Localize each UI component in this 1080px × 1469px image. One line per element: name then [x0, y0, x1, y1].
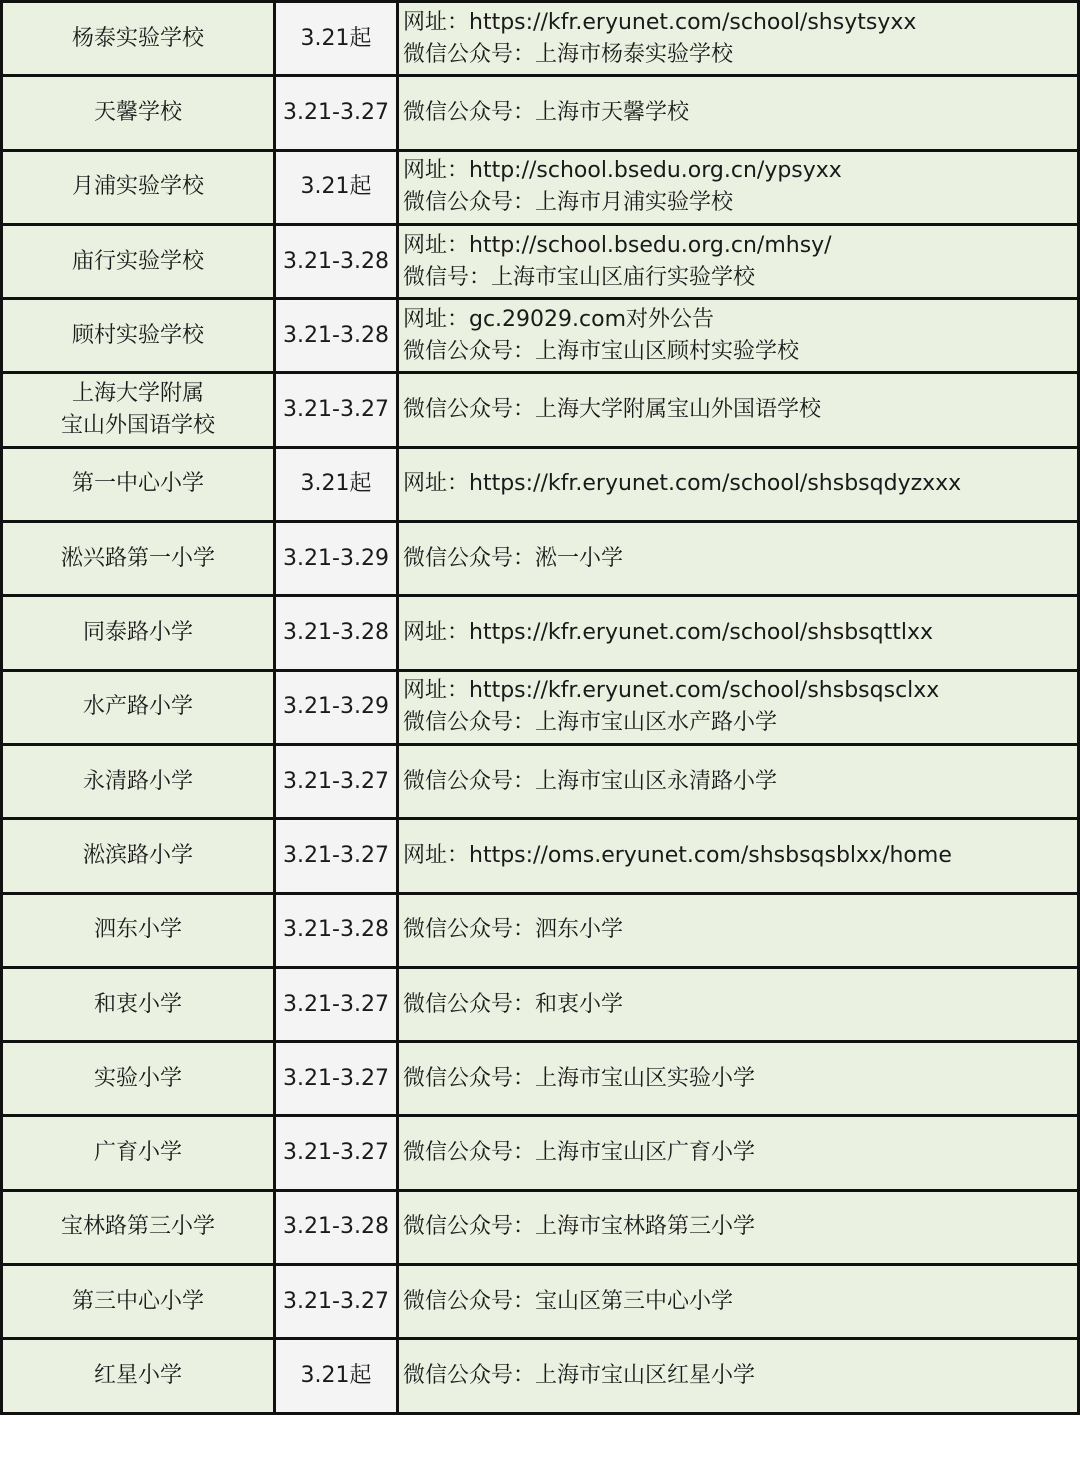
- contact-info-cell: [398, 522, 1079, 596]
- contact-info-cell: [398, 224, 1079, 298]
- table-row: [2, 893, 1079, 967]
- school-name-cell-line: 庙行实验学校: [71, 248, 204, 274]
- school-name-cell: [2, 1190, 275, 1264]
- school-name-cell-line: 实验小学: [93, 1065, 182, 1091]
- school-name-cell: [2, 1339, 275, 1413]
- contact-info-cell-line: 网址：http://school.bsedu.org.cn/ypsyxx: [403, 158, 842, 184]
- date-range-cell: 3.21-3.27: [275, 819, 398, 893]
- school-name-cell: [2, 967, 275, 1041]
- contact-info-cell-line: 网址：https://oms.eryunet.com/shsbsqsblxx/home: [403, 842, 952, 868]
- table-row: [2, 1116, 1079, 1190]
- date-range-cell: 3.21-3.28: [275, 299, 398, 373]
- table-row: [2, 447, 1079, 521]
- date-range-cell: 3.21起: [275, 150, 398, 224]
- school-name-cell-line: 同泰路小学: [82, 620, 193, 646]
- date-range-cell: 3.21-3.27: [275, 744, 398, 818]
- school-name-cell: [2, 1042, 275, 1116]
- school-name-cell: [2, 447, 275, 521]
- school-name-cell: [2, 299, 275, 373]
- school-name-cell: [2, 224, 275, 298]
- contact-info-cell-line: 网址：http://school.bsedu.org.cn/mhsy/: [403, 232, 832, 258]
- contact-info-cell-line: 微信公众号：泗东小学: [403, 917, 624, 943]
- contact-info-cell-line: 微信公众号：上海市月浦实验学校: [403, 190, 734, 216]
- school-name-cell-line: 水产路小学: [82, 694, 193, 720]
- date-range-cell: 3.21-3.29: [275, 522, 398, 596]
- table-row: [2, 1042, 1079, 1116]
- contact-info-cell: [398, 373, 1079, 447]
- contact-info-cell: [398, 967, 1079, 1041]
- contact-info-cell: [398, 447, 1079, 521]
- contact-info-cell-line: 网址：https://kfr.eryunet.com/school/shsbsqttlxx: [403, 620, 934, 646]
- table-row: [2, 224, 1079, 298]
- table-row: [2, 522, 1079, 596]
- contact-info-cell: [398, 1265, 1079, 1339]
- contact-info-cell-line: 微信公众号：上海市天馨学校: [403, 99, 690, 125]
- contact-info-cell-line: 微信公众号：上海市宝山区实验小学: [403, 1065, 756, 1091]
- contact-info-cell: [398, 1339, 1079, 1413]
- table-row: [2, 596, 1079, 670]
- date-range-cell: 3.21-3.27: [275, 373, 398, 447]
- contact-info-cell-line: 网址：https://kfr.eryunet.com/school/shsbsqdyzxxx: [403, 471, 962, 497]
- school-name-cell: [2, 1265, 275, 1339]
- school-name-cell-line: 永清路小学: [82, 768, 193, 794]
- date-range-cell: 3.21-3.27: [275, 1116, 398, 1190]
- contact-info-cell: [398, 670, 1079, 744]
- school-name-cell-line: 杨泰实验学校: [71, 25, 204, 51]
- contact-info-cell: [398, 76, 1079, 150]
- table-row: [2, 1265, 1079, 1339]
- contact-info-cell-line: 微信公众号：淞一小学: [403, 545, 624, 571]
- school-name-cell: [2, 373, 275, 447]
- table-row: [2, 2, 1079, 76]
- table-row: [2, 819, 1079, 893]
- school-name-cell-line: 月浦实验学校: [71, 174, 204, 200]
- date-range-cell: 3.21-3.28: [275, 893, 398, 967]
- contact-info-cell-line: 网址：https://kfr.eryunet.com/school/shsytsyxx: [403, 9, 917, 35]
- school-name-cell: [2, 744, 275, 818]
- school-name-cell-line: 第三中心小学: [71, 1288, 204, 1314]
- contact-info-cell-line: 微信号：上海市宝山区庙行实验学校: [403, 264, 756, 290]
- date-range-cell: 3.21-3.27: [275, 1265, 398, 1339]
- date-range-cell: 3.21-3.28: [275, 596, 398, 670]
- date-range-cell: 3.21起: [275, 2, 398, 76]
- table-row: [2, 744, 1079, 818]
- contact-info-cell: [398, 150, 1079, 224]
- school-name-cell-line: 宝林路第三小学: [60, 1214, 215, 1240]
- date-range-cell: 3.21-3.28: [275, 224, 398, 298]
- school-name-cell: [2, 819, 275, 893]
- contact-info-cell: [398, 819, 1079, 893]
- school-name-cell-line: 淞滨路小学: [82, 842, 193, 868]
- contact-info-cell-line: 微信公众号：宝山区第三中心小学: [403, 1288, 734, 1314]
- table-row: [2, 373, 1079, 447]
- contact-info-cell-line: 微信公众号：上海大学附属宝山外国语学校: [403, 397, 822, 423]
- contact-info-cell-line: 微信公众号：上海市杨泰实验学校: [403, 41, 734, 67]
- table-row: [2, 76, 1079, 150]
- school-name-cell: [2, 522, 275, 596]
- school-name-cell-line: 天馨学校: [93, 99, 182, 125]
- school-name-cell-line: 泗东小学: [93, 917, 182, 943]
- table-row: [2, 150, 1079, 224]
- school-name-cell: [2, 76, 275, 150]
- date-range-cell: 3.21-3.28: [275, 1190, 398, 1264]
- contact-info-cell-line: 微信公众号：上海市宝林路第三小学: [403, 1214, 756, 1240]
- school-name-cell: [2, 2, 275, 76]
- contact-info-cell: [398, 1042, 1079, 1116]
- school-name-cell-line: 第一中心小学: [71, 471, 204, 497]
- date-range-cell: 3.21-3.27: [275, 1042, 398, 1116]
- school-name-cell-line: 顾村实验学校: [71, 322, 204, 348]
- contact-info-cell-line: 微信公众号：上海市宝山区永清路小学: [403, 768, 778, 794]
- contact-info-cell: [398, 1116, 1079, 1190]
- date-range-cell: 3.21起: [275, 1339, 398, 1413]
- school-name-cell-line: 广育小学: [93, 1140, 182, 1166]
- table-row: [2, 670, 1079, 744]
- contact-info-cell: [398, 299, 1079, 373]
- contact-info-cell-line: 微信公众号：上海市宝山区水产路小学: [403, 710, 778, 736]
- school-name-cell: [2, 150, 275, 224]
- contact-info-cell: [398, 744, 1079, 818]
- contact-info-cell-line: 网址：gc.29029.com对外公告: [403, 306, 715, 332]
- school-name-cell: [2, 893, 275, 967]
- table-row: [2, 967, 1079, 1041]
- contact-info-cell: [398, 1190, 1079, 1264]
- school-name-cell-line: 和衷小学: [93, 991, 182, 1017]
- school-name-cell-line: 宝山外国语学校: [60, 413, 215, 439]
- table-body: [2, 2, 1079, 1414]
- date-range-cell: 3.21-3.27: [275, 967, 398, 1041]
- contact-info-cell-line: 微信公众号：和衷小学: [403, 991, 624, 1017]
- contact-info-cell-line: 微信公众号：上海市宝山区顾村实验学校: [403, 338, 800, 364]
- contact-info-cell-line: 微信公众号：上海市宝山区广育小学: [403, 1140, 756, 1166]
- school-name-cell: [2, 1116, 275, 1190]
- table-row: [2, 299, 1079, 373]
- school-name-cell-line: 淞兴路第一小学: [60, 545, 215, 571]
- contact-info-cell: [398, 596, 1079, 670]
- school-name-cell-line: 上海大学附属: [71, 381, 204, 407]
- date-range-cell: 3.21-3.27: [275, 76, 398, 150]
- contact-info-cell-line: 微信公众号：上海市宝山区红星小学: [403, 1362, 756, 1388]
- date-range-cell: 3.21-3.29: [275, 670, 398, 744]
- contact-info-cell: [398, 893, 1079, 967]
- date-range-cell: 3.21起: [275, 447, 398, 521]
- contact-info-cell-line: 网址：https://kfr.eryunet.com/school/shsbsqsclxx: [403, 678, 940, 704]
- school-name-cell: [2, 670, 275, 744]
- table-row: [2, 1190, 1079, 1264]
- school-name-cell-line: 红星小学: [93, 1362, 182, 1388]
- table-row: [2, 1339, 1079, 1413]
- contact-info-cell: [398, 2, 1079, 76]
- school-name-cell: [2, 596, 275, 670]
